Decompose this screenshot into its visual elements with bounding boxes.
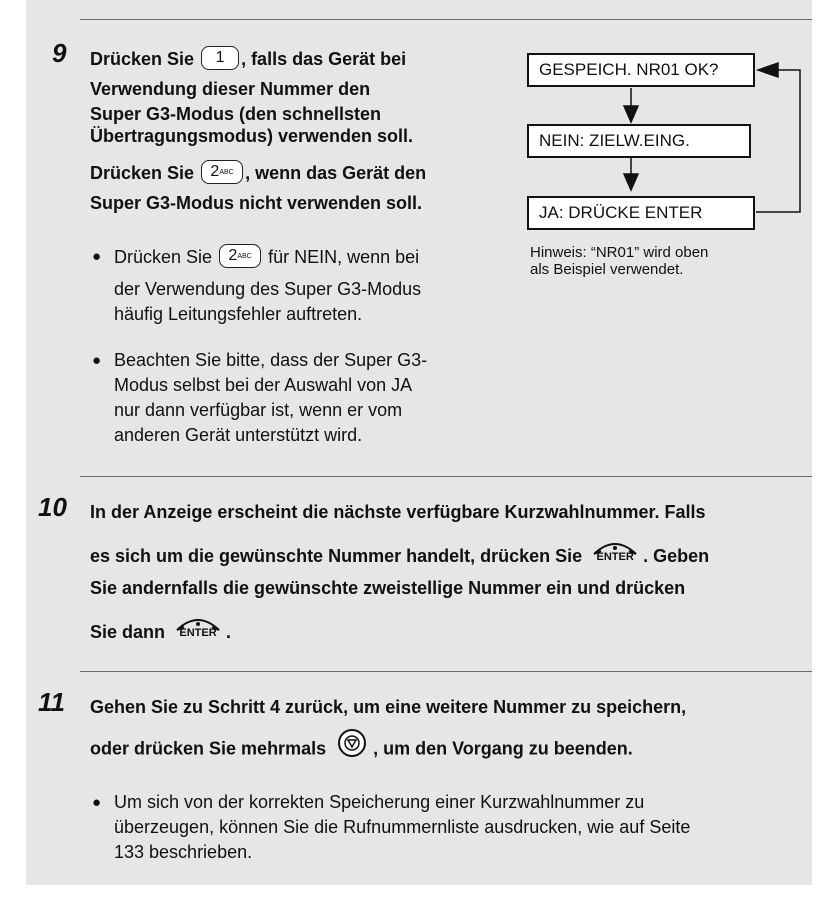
step9-line5-b: , wenn das Gerät den bbox=[245, 163, 427, 183]
step9-bullet2-line4: anderen Gerät unterstützt wird. bbox=[114, 425, 363, 445]
key-1-label: 1 bbox=[215, 49, 225, 67]
key-2-label: 2 bbox=[210, 163, 220, 181]
step11-line2 bbox=[90, 730, 633, 769]
step9-bullet2-line2: Modus selbst bei der Auswahl von JA bbox=[114, 375, 413, 395]
enter-key-icon bbox=[591, 538, 639, 570]
key-2-inline-sub: ABC bbox=[237, 253, 252, 261]
step9-line2: Verwendung dieser Nummer den bbox=[90, 79, 371, 99]
step9-line3: Super G3-Modus (den schnellsten bbox=[90, 104, 382, 124]
step9-line5-a: Drücken Sie bbox=[90, 163, 195, 183]
step10-line4 bbox=[90, 617, 231, 649]
enter-key-icon bbox=[174, 614, 222, 646]
step9-bullet1-line2: der Verwendung des Super G3-Modus bbox=[114, 279, 422, 299]
step11-bullet-line2: überzeugen, können Sie die Rufnummernliste ausdrucken, wie auf Seite bbox=[114, 817, 691, 837]
lcd-screen-3: JA: DRÜCKE ENTER bbox=[527, 196, 755, 230]
enter-key-label: ENTER bbox=[596, 551, 634, 564]
lcd-screen-1: GESPEICH. NR01 OK? bbox=[527, 53, 755, 87]
step9-bullet1-b: für NEIN, wenn bei bbox=[268, 247, 420, 267]
step9-bullet2-line3: nur dann verfügbar ist, wenn er vom bbox=[114, 400, 403, 420]
lcd-screen-2: NEIN: ZIELW.EING. bbox=[527, 124, 751, 158]
divider-step10 bbox=[80, 476, 812, 477]
step-number-10: 10 bbox=[38, 492, 67, 522]
step11-line1: Gehen Sie zu Schritt 4 zurück, um eine weitere Nummer zu speichern, bbox=[90, 697, 687, 717]
step9-line1-b: , falls das Gerät bei bbox=[241, 49, 407, 69]
divider-step11 bbox=[80, 671, 812, 672]
step-number-9: 9 bbox=[52, 38, 67, 68]
bullet-dot: ● bbox=[92, 352, 102, 369]
enter-key-label: ENTER bbox=[179, 627, 217, 640]
bullet-dot: ● bbox=[92, 794, 102, 811]
step10-line2-b: . Geben bbox=[643, 546, 710, 566]
key-2-sub: ABC bbox=[219, 169, 234, 177]
step10-line2 bbox=[90, 541, 709, 573]
step9-bullet1-a: Drücken Sie bbox=[114, 247, 213, 267]
step9-bullet2-line1: Beachten Sie bitte, dass der Super G3- bbox=[114, 350, 428, 370]
diagram-note-line2: als Beispiel verwendet. bbox=[530, 261, 684, 278]
key-2-inline-label: 2 bbox=[228, 247, 238, 265]
step10-line1: In der Anzeige erscheint die nächste verfügbare Kurzwahlnummer. Falls bbox=[90, 502, 706, 522]
step10-line4-a: Sie dann bbox=[90, 622, 166, 642]
step11-bullet-line1: Um sich von der korrekten Speicherung einer Kurzwahlnummer zu bbox=[114, 792, 645, 812]
step9-bullet1-line3: häufig Leitungsfehler auftreten. bbox=[114, 304, 363, 324]
step9-line4: Übertragungsmodus) verwenden soll. bbox=[90, 126, 414, 146]
step-number-11: 11 bbox=[38, 687, 65, 717]
step11-line2-a: oder drücken Sie mehrmals bbox=[90, 738, 327, 759]
step10-line3: Sie andernfalls die gewünschte zweistellige Nummer ein und drücken bbox=[90, 578, 686, 598]
step9-line1-a: Drücken Sie bbox=[90, 49, 195, 69]
step11-line2-b: , um den Vorgang zu beenden. bbox=[373, 738, 633, 759]
step9-line6: Super G3-Modus nicht verwenden soll. bbox=[90, 193, 423, 213]
bullet-dot: ● bbox=[92, 248, 102, 265]
step10-line4-b: . bbox=[226, 622, 232, 642]
stop-icon bbox=[335, 728, 369, 767]
step11-bullet-line3: 133 beschrieben. bbox=[114, 842, 253, 862]
step10-line2-a: es sich um die gewünschte Nummer handelt, drücken Sie bbox=[90, 546, 583, 566]
diagram-note-line1: Hinweis: “NR01” wird oben bbox=[530, 244, 709, 261]
